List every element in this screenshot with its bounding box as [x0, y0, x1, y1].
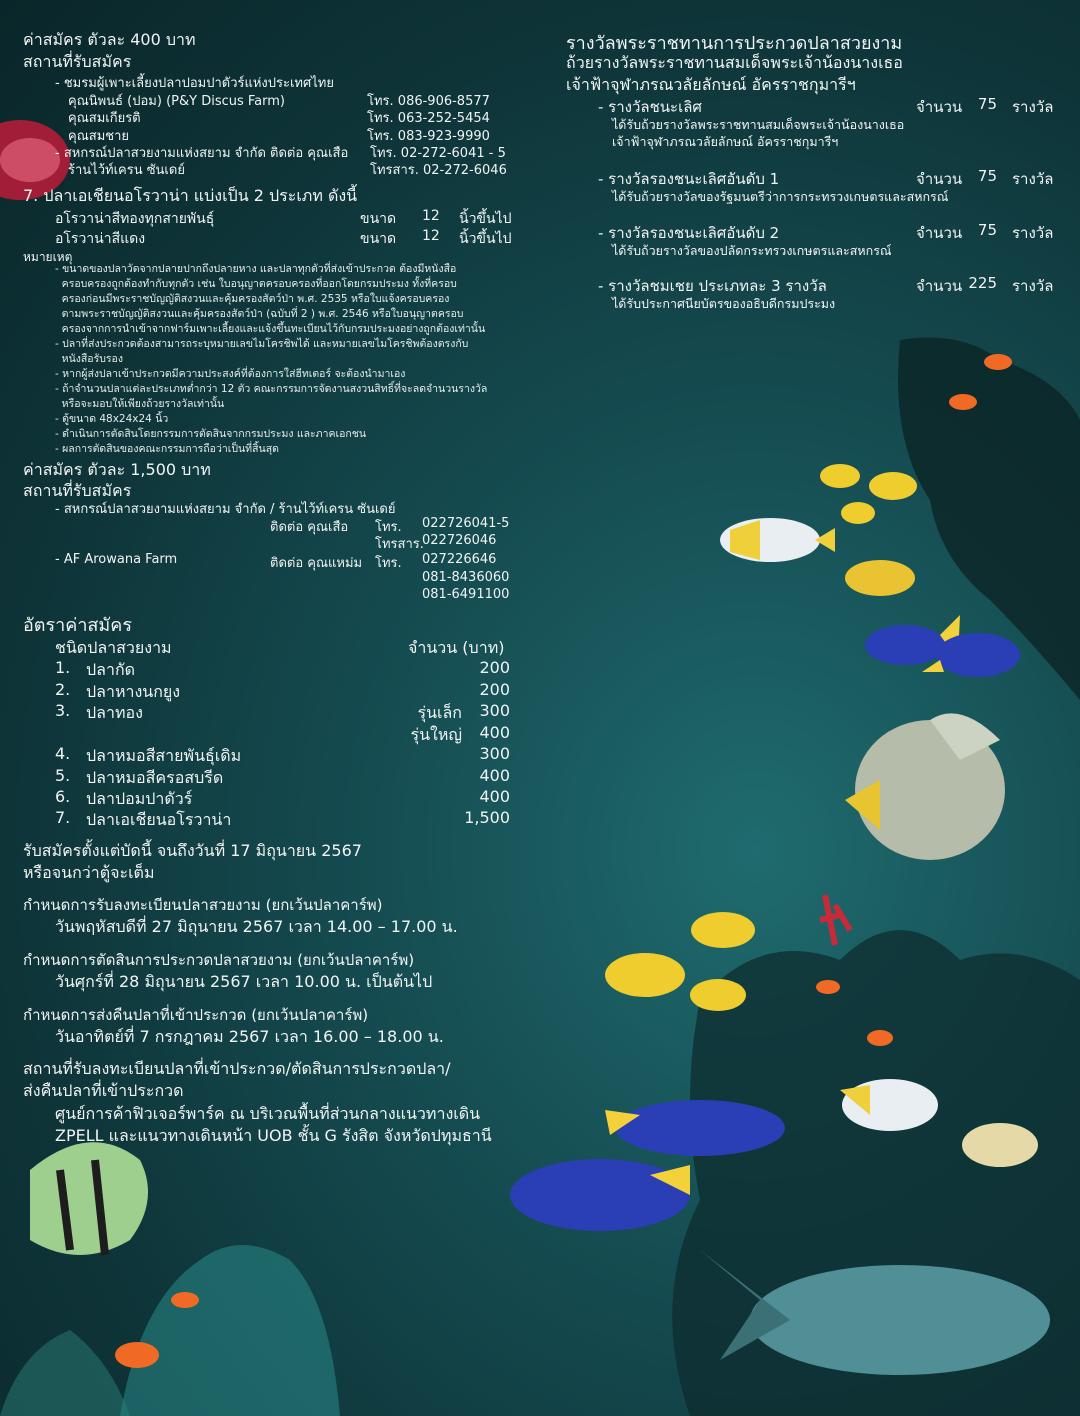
rate-number: 3.: [55, 701, 71, 720]
rate-fish-name: ปลาหางนกยูง: [86, 682, 181, 701]
contact-phone-4: โทร. 02-272-6041 - 5: [370, 146, 506, 161]
venue-label-1: สถานที่รับสมัคร: [23, 52, 132, 71]
contact-org-2: - สหกรณ์ปลาสวยงามแห่งสยาม จำกัด ติดต่อ คุณเสือ: [55, 146, 349, 161]
award-unit: รางวัล: [1012, 98, 1054, 116]
rate-price: 400: [479, 766, 510, 785]
fee-1500: ค่าสมัคร ตัวละ 1,500 บาท: [23, 460, 211, 479]
arowana-type-1: อโรวาน่าสีทองทุกสายพันธุ์: [55, 211, 215, 227]
contact3-tel-2: 081-8436060: [422, 570, 510, 585]
notes-list: [55, 262, 525, 457]
coral-bottom-left: [120, 1245, 340, 1416]
award-name: - รางวัลชนะเลิศ: [598, 98, 702, 116]
contact-fax: โทรสาร. 02-272-6046: [370, 163, 507, 178]
rate-number: 5.: [55, 766, 71, 785]
rate-size-class: รุ่นเล็ก: [417, 703, 462, 722]
award-count-label: จำนวน: [916, 277, 963, 295]
award-name: - รางวัลรองชนะเลิศอันดับ 1: [598, 170, 780, 188]
rate-price: 1,500: [464, 808, 510, 827]
award-description: เจ้าฟ้าจุฬาภรณวลัยลักษณ์ อัครราชกุมารีฯ: [612, 134, 839, 149]
note-line: - ตู้ขนาด 48x24x24 นิ้ว: [55, 413, 169, 425]
contact-org-1: - ชมรมผู้เพาะเลี้ยงปลาปอมปาดัวร์แห่งประเทศไทย: [55, 76, 334, 91]
arowana-size-label-1: ขนาด: [360, 211, 397, 227]
award-title-3: เจ้าฟ้าจุฬาภรณวลัยลักษณ์ อัครราชกุมารีฯ: [566, 75, 856, 94]
award-title-2: ถ้วยรางวัลพระราชทานสมเด็จพระเจ้าน้องนางเธอ: [566, 53, 903, 72]
award-count: 75: [977, 95, 997, 113]
place-body-2: ZPELL และแนวทางเดินหน้า UOB ชั้น G รังสิต จังหวัดปทุมธานี: [55, 1126, 492, 1145]
award-count-label: จำนวน: [916, 224, 963, 242]
contact-shop: ร้านไว้ท์เครน ซันเดย์: [68, 163, 185, 178]
contact2-org: - สหกรณ์ปลาสวยงามแห่งสยาม จำกัด / ร้านไว้ท์เครน ซันเดย์: [55, 502, 396, 517]
schedule-body-2: วันศุกร์ที่ 28 มิถุนายน 2567 เวลา 10.00 น. เป็นต้นไป: [55, 972, 433, 991]
note-line: - หากผู้ส่งปลาเข้าประกวดมีความประสงค์ที่ต้องการใส่ฮีทเตอร์ จะต้องนำมาเอง: [55, 368, 406, 380]
contact-phone-3: โทร. 083-923-9990: [367, 129, 490, 144]
note-line: ครองก่อนมีพระราชบัญญัติสงวนและคุ้มครองสัตว์ป่า พ.ศ. 2535 หรือใบแจ้งครอบครอง: [55, 293, 450, 305]
rate-fish-name: ปลาหมอสีครอสบรีด: [86, 768, 224, 787]
butterflyfish-icon: [720, 518, 835, 562]
rate-number: 2.: [55, 680, 71, 699]
rate-number: 4.: [55, 744, 71, 763]
contact3-tel-label: โทร.: [375, 556, 402, 571]
contact2-fax-label: โทรสาร.: [375, 537, 424, 552]
contact3-who: ติดต่อ คุณแหม่ม: [270, 556, 363, 571]
schedule-head-1: กำหนดการรับลงทะเบียนปลาสวยงาม (ยกเว้นปลาคาร์พ): [23, 896, 383, 914]
award-name: - รางวัลรองชนะเลิศอันดับ 2: [598, 224, 780, 242]
award-unit: รางวัล: [1012, 277, 1054, 295]
rates-title: อัตราค่าสมัคร: [23, 615, 132, 636]
rate-fish-name: ปลาทอง: [86, 703, 143, 722]
schedule-body-1: วันพฤหัสบดีที่ 27 มิถุนายน 2567 เวลา 14.00 – 17.00 น.: [55, 917, 458, 936]
rate-price: 200: [479, 658, 510, 677]
rate-fish-name: ปลาปอมปาดัวร์: [86, 789, 193, 808]
award-title-1: รางวัลพระราชทานการประกวดปลาสวยงาม: [566, 33, 903, 54]
place-head-2: ส่งคืนปลาที่เข้าประกวด: [23, 1081, 184, 1100]
contact-name-2: คุณสมเกียรติ: [68, 111, 141, 126]
deadline-line-2: หรือจนกว่าตู้จะเต็ม: [23, 863, 155, 882]
note-line: - ดำเนินการตัดสินโดยกรรมการตัดสินจากกรมประมง และภาคเอกชน: [55, 428, 367, 440]
rates-col-type: ชนิดปลาสวยงาม: [55, 638, 172, 657]
award-count-label: จำนวน: [916, 98, 963, 116]
schedule-head-3: กำหนดการส่งคืนปลาที่เข้าประกวด (ยกเว้นปลาคาร์พ): [23, 1006, 369, 1024]
arowana-size-1: 12: [422, 208, 440, 224]
schedule-head-2: กำหนดการตัดสินการประกวดปลาสวยงาม (ยกเว้นปลาคาร์พ): [23, 951, 415, 969]
award-count: 75: [977, 221, 997, 239]
rate-number: 7.: [55, 808, 71, 827]
note-line: - ผลการตัดสินของคณะกรรมการถือว่าเป็นที่สิ้นสุด: [55, 443, 279, 455]
note-line: - ถ้าจำนวนปลาแต่ละประเภทต่ำกว่า 12 ตัว คณะกรรมการจัดงานสงวนสิทธิ์ที่จะลดจำนวนรางวัล: [55, 383, 488, 395]
award-name: - รางวัลชมเชย ประเภทละ 3 รางวัล: [598, 277, 827, 295]
place-body-1: ศูนย์การค้าฟิวเจอร์พาร์ค ณ บริเวณพื้นที่ส่วนกลางแนวทางเดิน: [55, 1104, 481, 1123]
arowana-size-2: 12: [422, 228, 440, 244]
award-description: ได้รับถ้วยรางวัลพระราชทานสมเด็จพระเจ้าน้องนางเธอ: [612, 117, 905, 132]
rate-price: 400: [479, 787, 510, 806]
arowana-unit-1: นิ้วขึ้นไป: [459, 211, 512, 227]
rate-price: 300: [479, 701, 510, 720]
rate-price: 300: [479, 744, 510, 763]
contact-phone-2: โทร. 063-252-5454: [367, 111, 490, 126]
arowana-unit-2: นิ้วขึ้นไป: [459, 231, 512, 247]
note-line: หรือจะมอบให้เพียงถ้วยรางวัลเท่านั้น: [55, 398, 225, 410]
contact2-tel: 022726041-5: [422, 516, 510, 531]
contact2-tel-label: โทร.: [375, 520, 402, 535]
arowana-type-2: อโรวาน่าสีแดง: [55, 231, 146, 247]
yellow-tang-icon: [605, 912, 755, 1011]
rate-number: 1.: [55, 658, 71, 677]
arowana-size-label-2: ขนาด: [360, 231, 397, 247]
rate-fish-name: ปลาหมอสีสายพันธุ์เดิม: [86, 746, 242, 765]
award-unit: รางวัล: [1012, 170, 1054, 188]
venue-label-2: สถานที่รับสมัคร: [23, 481, 132, 500]
schedule-body-3: วันอาทิตย์ที่ 7 กรกฎาคม 2567 เวลา 16.00 – 18.00 น.: [55, 1027, 444, 1046]
red-coral-icon: [820, 895, 850, 945]
note-line: - ขนาดของปลาวัดจากปลายปากถึงปลายหาง และปลาทุกตัวที่ส่งเข้าประกวด ต้องมีหนังสือ: [55, 263, 457, 275]
note-line: หนังสือรับรอง: [55, 353, 123, 365]
fee-400: ค่าสมัคร ตัวละ 400 บาท: [23, 30, 196, 49]
note-line: ครองจากการนำเข้าจากฟาร์มเพาะเลี้ยงและแจ้งขึ้นทะเบียนไว้กับกรมประมงอย่างถูกต้องเท่านั้น: [55, 323, 486, 335]
award-count: 225: [968, 274, 997, 292]
contact2-who: ติดต่อ คุณเสือ: [270, 520, 349, 535]
place-head-1: สถานที่รับลงทะเบียนปลาที่เข้าประกวด/ตัดสินการประกวดปลา/: [23, 1059, 451, 1078]
rate-price: 200: [479, 680, 510, 699]
coral-bottom-left-2: [0, 1330, 130, 1416]
award-description: ได้รับถ้วยรางวัลของปลัดกระทรวงเกษตรและสหกรณ์: [612, 243, 892, 258]
note-line: ครอบครองถูกต้องทำกับทุกตัว เช่น ใบอนุญาตครอบครองที่ออกโดยกรมประมง ทั้งที่ครอบ: [55, 278, 457, 290]
contact2-fax: 022726046: [422, 533, 497, 548]
note-line: ตามพระราชบัญญัติสงวนและคุ้มครองสัตว์ป่า (ฉบับที่ 2 ) พ.ศ. 2546 หรือใบอนุญาตครอบ: [55, 308, 464, 320]
contact-name-3: คุณสมชาย: [68, 129, 130, 144]
angelfish-icon: [845, 713, 1005, 860]
note-line: - ปลาที่ส่งประกวดต้องสามารถระบุหมายเลขไมโครชิพได้ และหมายเลขไมโครชิพต้องตรงกับ: [55, 338, 469, 350]
contact-phone-1: โทร. 086-906-8577: [367, 94, 490, 109]
moorish-idol-icon: [30, 1142, 148, 1255]
award-description: ได้รับประกาศนียบัตรของอธิบดีกรมประมง: [612, 296, 836, 311]
rate-fish-name: ปลาเอเชียนอโรวาน่า: [86, 810, 232, 829]
rate-number: 6.: [55, 787, 71, 806]
rates-col-amount: จำนวน (บาท): [408, 638, 505, 657]
award-count: 75: [977, 167, 997, 185]
blue-tang-fish-icon: [865, 615, 1020, 677]
rate-fish-name: ปลากัด: [86, 660, 136, 679]
notes-heading: หมายเหตุ: [23, 250, 73, 264]
award-count-label: จำนวน: [916, 170, 963, 188]
contact-name-1: คุณนิพนธ์ (ปอม) (P&Y Discus Farm): [68, 94, 285, 109]
rate-price: 400: [479, 723, 510, 742]
contact3-org: - AF Arowana Farm: [55, 552, 178, 567]
deadline-line-1: รับสมัครตั้งแต่บัดนี้ จนถึงวันที่ 17 มิถุนายน 2567: [23, 841, 362, 860]
rate-size-class: รุ่นใหญ่: [410, 725, 462, 744]
contact3-tel-1: 027226646: [422, 552, 497, 567]
arowana-heading: 7. ปลาเอเชียนอโรวาน่า แบ่งเป็น 2 ประเภท ดังนี้: [23, 186, 358, 205]
award-unit: รางวัล: [1012, 224, 1054, 242]
award-description: ได้รับถ้วยรางวัลของรัฐมนตรีว่าการกระทรวงเกษตรและสหกรณ์: [612, 189, 949, 204]
contact3-tel-3: 081-6491100: [422, 587, 510, 602]
